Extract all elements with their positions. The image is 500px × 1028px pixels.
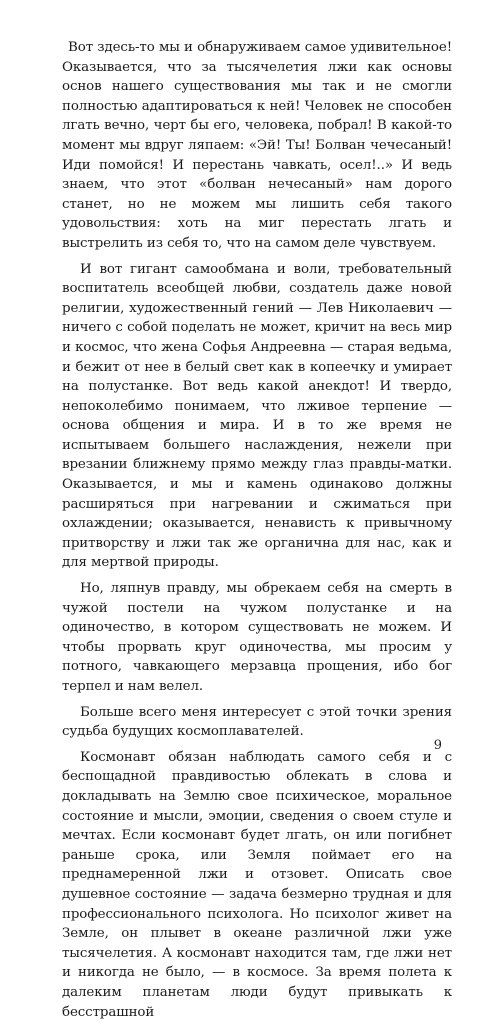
paragraph-5: Космонавт обязан наблюдать самого себя и с беспощадной правдивостью облекать в слова и докладывать на Землю свое психическое, моральное состояние и мысли, эмоции, сведения о своем стуле и мечтах. Если космонавт будет лгать, он или погибнет раньше срока, или Земля поймает его на преднамеренной лжи и отзовет. Описать свое душевное состояние — задача безмерно трудная и для профессионального психолога. Но психолог живет на Земле, он плывет в океане различной лжи уже тысячелетия. А космонавт находится там, где лжи нет и никогда не было, — в космосе. За время полета к далеким планетам люди будут привыкать к бесстрашной bbox=[62, 749, 452, 1020]
page-number: 9 bbox=[433, 738, 442, 753]
paragraph-3: Но, ляпнув правду, мы обрекаем себя на смерть в чужой постели на чужом полустанке и на одиночество, в котором существовать не можем. И чтобы прорвать круг одиночества, мы просим у потного, чавкающего мерзавца прощения, ибо бог терпел и нам велел. bbox=[62, 581, 452, 694]
paragraph-4: Больше всего меня интересует с этой точки зрения судьба будущих космоплавателей. bbox=[62, 704, 452, 740]
paragraph-2: И вот гигант самообмана и воли, требовательный воспитатель всеобщей любви, создатель даже новой религии, художественный гений — Лев Николаевич — ничего с собой поделать не может, кричит на весь мир и космос, что жена Софья Андреевна — старая ведьма, и бежит от нее в белый свет как в копеечку и умирает на полустанке. Вот ведь какой анекдот! И твердо, непоколебимо понимаем, что лживое терпение — основа общения и мира. И в то же время не испытываем большего наслаждения, нежели при врезании ближнему прямо между глаз правды-матки. Оказывается, и мы и камень одинаково должны расширяться при нагревании и сжиматься при охлаждении; оказывается, ненависть к привычному притворству и лжи так же органична для нас, как и для мертвой природы. bbox=[62, 261, 452, 571]
paragraph-1: Вот здесь-то мы и обнаруживаем самое удивительное! Оказывается, что за тысячелетия лжи как основы основ нашего существования мы так и не смогли полностью адаптироваться к ней! Человек не способен лгать вечно, черт бы его, человека, побрал! В какой-то момент мы вдруг ляпаем: «Эй! Ты! Болван чечесаный! Иди помойся! И перестань чавкать, осел!..» И ведь знаем, что этот «болван нечесаный» нам дорого станет, но не можем мы лишить себя такого удовольствия: хоть на миг перестать лгать и выстрелить из себя то, что на самом деле чувствуем. bbox=[62, 40, 452, 251]
page-body bbox=[62, 38, 452, 1028]
